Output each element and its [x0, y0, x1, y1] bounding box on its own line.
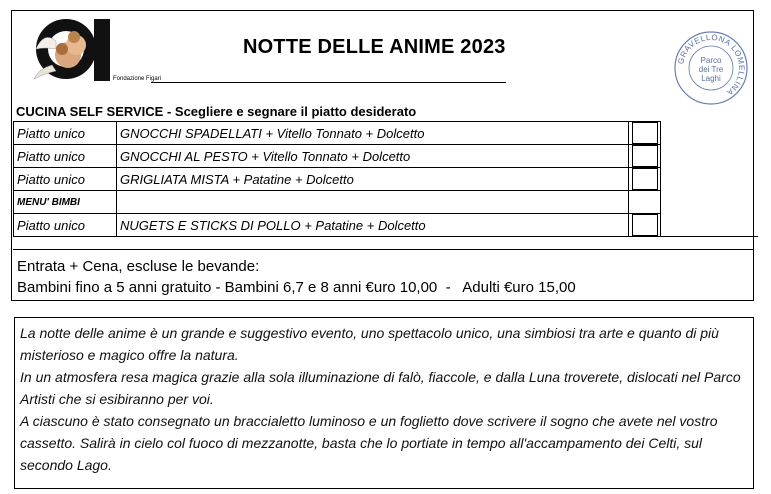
menu-row-type: Piatto unico — [14, 214, 117, 237]
menu-row-spacer — [661, 168, 758, 191]
foundation-logo — [22, 15, 122, 85]
dish-main: GNOCCHI AL PESTO — [120, 148, 248, 164]
select-dish-checkbox[interactable] — [632, 214, 658, 236]
description-paragraph: A ciascuno è stato consegnato un braccialetto luminoso e un foglietto dove scrivere il sogno che avete nel vostro cassetto. Salirà in cielo col fuoco di mezzanotte, basta che lo portiate in tempo all'accampamento dei Celti, sul secondo Lago. — [20, 413, 718, 473]
pricing-box — [13, 249, 754, 299]
menu-row-check-cell — [629, 214, 661, 237]
menu-row — [14, 214, 758, 237]
menu-row — [14, 122, 758, 145]
dish-main: GNOCCHI SPADELLATI — [120, 125, 262, 141]
stamp-line-2: dei Tre — [698, 65, 724, 74]
header-rule — [151, 82, 506, 83]
stamp-line-1: Parco — [700, 56, 722, 65]
menu-table — [13, 121, 758, 237]
menu-row-check-cell — [629, 145, 661, 168]
logo-caption: Fondazione Figari — [113, 76, 162, 82]
stamp-outer-text: GRAVELLONA LOMELLINA — [676, 32, 747, 98]
menu-row-type: MENU' BIMBI — [14, 191, 117, 214]
menu-row-check-cell — [629, 168, 661, 191]
menu-row-dish — [117, 214, 629, 237]
description-paragraph: La notte delle anime è un grande e suggestivo evento, uno spettacolo unico, una simbiosi tra arte e quanto di più misterioso e magico offre la natura. — [20, 325, 719, 363]
menu-row-dish — [117, 191, 629, 214]
menu-row — [14, 168, 758, 191]
menu-row-check-cell — [629, 191, 661, 214]
menu-row-type: Piatto unico — [14, 168, 117, 191]
menu-row — [14, 191, 758, 214]
menu-row — [14, 145, 758, 168]
description-box — [14, 317, 754, 489]
pricing-intro: Entrata + Cena, escluse le bevande: — [17, 258, 260, 275]
description-text — [20, 322, 745, 476]
description-paragraph: In un atmosfera resa magica grazie alla sola illuminazione di falò, fiaccole, e dalla Luna troverete, dislocati nel Parco Artisti che si esibiranno per voi. — [20, 369, 741, 407]
dish-sides: + Patatine + Dolcetto — [228, 171, 354, 187]
menu-row-dish — [117, 122, 629, 145]
menu-row-spacer — [661, 122, 758, 145]
section-heading: CUCINA SELF SERVICE - Scegliere e segnare il piatto desiderato — [16, 104, 417, 119]
menu-row-spacer — [661, 214, 758, 237]
dish-main: NUGETS E STICKS DI POLLO — [120, 217, 301, 233]
menu-row-type: Piatto unico — [14, 145, 117, 168]
dish-sides: + Patatine + Dolcetto — [300, 217, 426, 233]
park-stamp — [673, 30, 749, 106]
dish-sides: + Vitello Tonnato + Dolcetto — [247, 148, 411, 164]
menu-row-type: Piatto unico — [14, 122, 117, 145]
menu-row-spacer — [661, 191, 758, 214]
select-dish-checkbox[interactable] — [632, 168, 658, 190]
stamp-line-3: Laghi — [701, 74, 721, 83]
page-title: NOTTE DELLE ANIME 2023 — [243, 36, 506, 58]
menu-row-spacer — [661, 145, 758, 168]
menu-row-check-cell — [629, 122, 661, 145]
pricing-details: Bambini fino a 5 anni gratuito - Bambini 6,7 e 8 anni €uro 10,00 - Adulti €uro 15,00 — [17, 279, 576, 296]
select-dish-checkbox[interactable] — [632, 122, 658, 144]
dish-sides: + Vitello Tonnato + Dolcetto — [261, 125, 425, 141]
menu-row-dish — [117, 145, 629, 168]
menu-row-dish — [117, 168, 629, 191]
select-dish-checkbox[interactable] — [632, 145, 658, 167]
dish-main: GRIGLIATA MISTA — [120, 171, 229, 187]
